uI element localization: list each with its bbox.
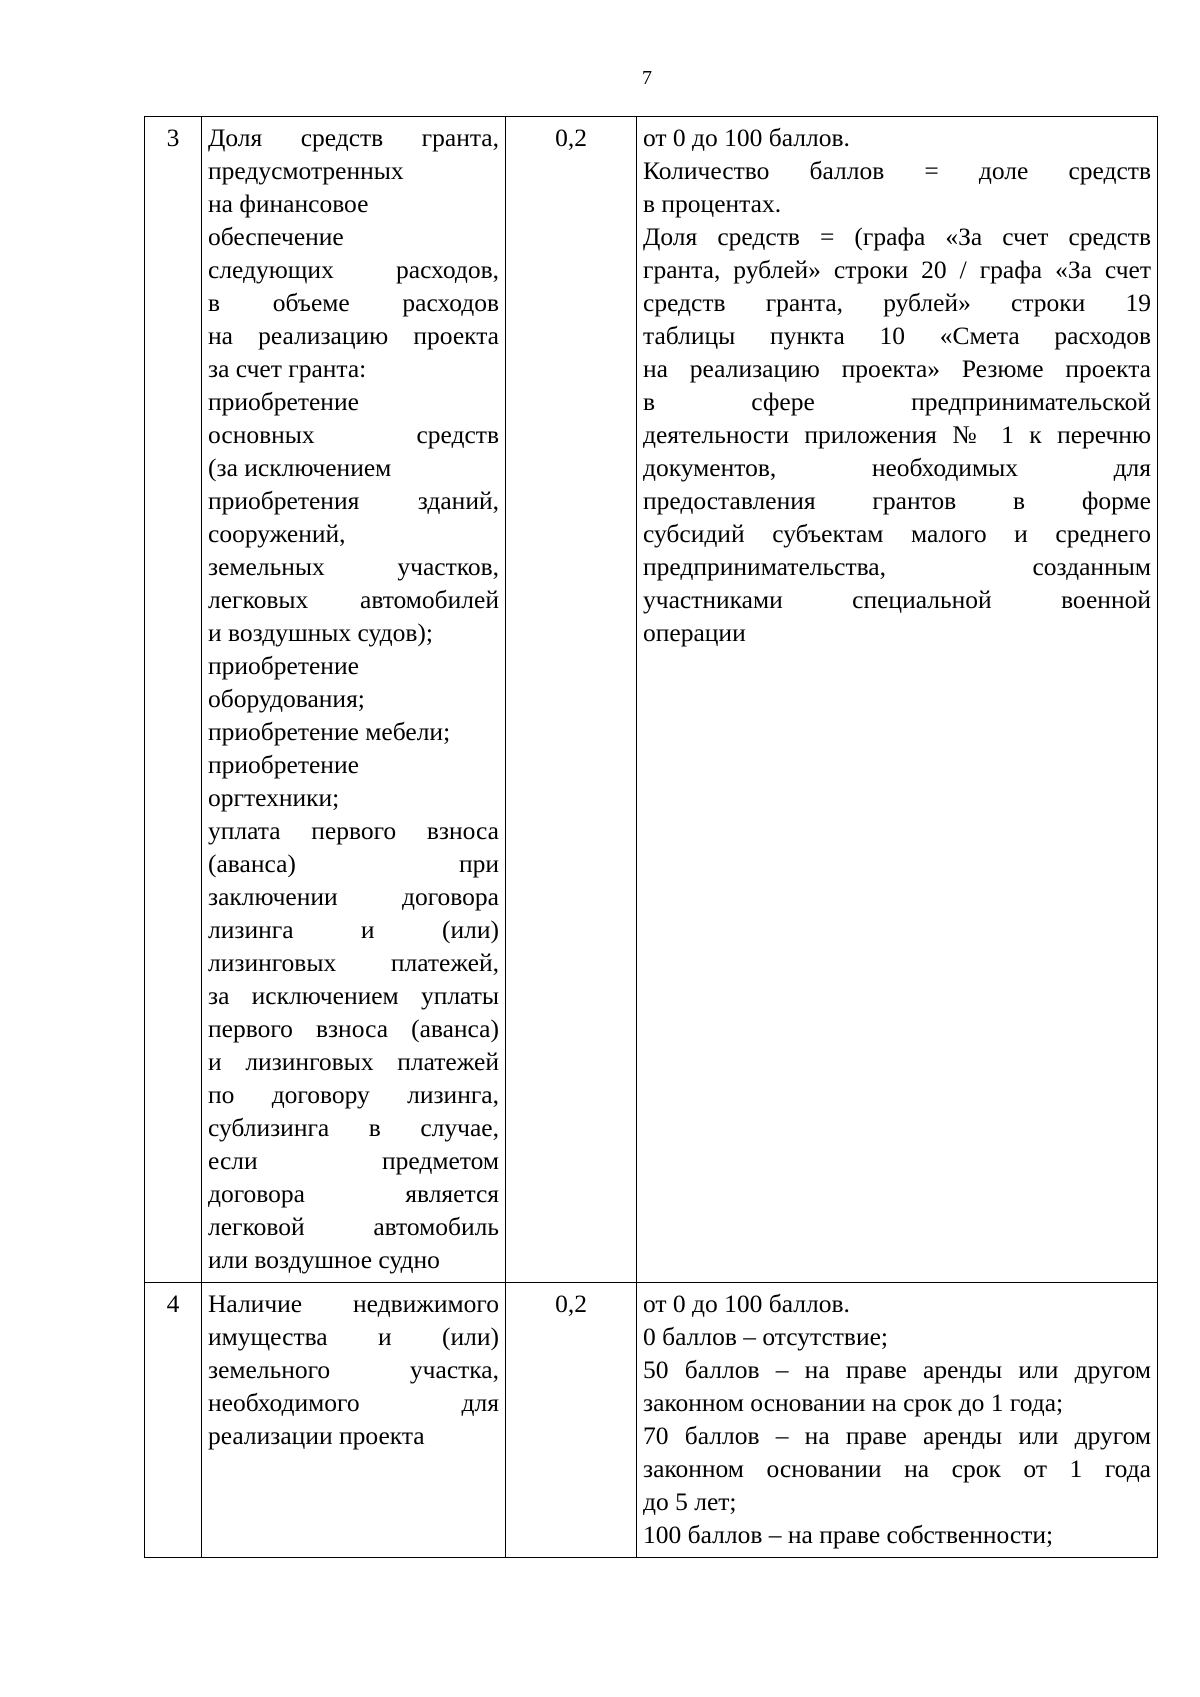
- criteria-table-body: [145, 117, 1158, 1558]
- description-line: средств гранта, рублей» строки 19: [643, 288, 1151, 317]
- scoring-description-cell: [637, 117, 1158, 1283]
- criterion-line: за исключением уплаты: [208, 981, 499, 1010]
- criterion-line: реализации проекта: [208, 1421, 425, 1450]
- description-line: документов, необходимых для: [643, 453, 1151, 482]
- criterion-line: уплата первого взноса: [208, 816, 499, 845]
- criterion-line: (за исключением: [208, 453, 392, 482]
- criterion-line: в объеме расходов: [208, 288, 499, 317]
- criteria-table: [144, 116, 1158, 1558]
- criterion-line: Доля средств гранта,: [208, 123, 499, 152]
- criterion-line: на реализацию проекта: [208, 321, 499, 350]
- description-line: таблицы пункта 10 «Смета расходов: [643, 321, 1151, 350]
- row-number: 3: [145, 117, 202, 1283]
- criterion-line: легковых автомобилей: [208, 585, 499, 614]
- criterion-line: первого взноса (аванса): [208, 1014, 499, 1043]
- weight-coefficient: 0,2: [506, 1283, 637, 1558]
- criterion-line: оборудования;: [208, 684, 365, 713]
- criterion-line: за счет гранта:: [208, 354, 367, 383]
- description-line: до 5 лет;: [643, 1487, 737, 1516]
- criterion-line: основных средств: [208, 420, 499, 449]
- description-line: участниками специальной военной: [643, 585, 1151, 614]
- description-line: 70 баллов – на праве аренды или другом: [643, 1421, 1151, 1450]
- criterion-cell: [202, 1283, 506, 1558]
- description-line: 50 баллов – на праве аренды или другом: [643, 1355, 1151, 1384]
- criterion-line: предусмотренных: [208, 156, 404, 185]
- description-line: 0 баллов – отсутствие;: [643, 1322, 888, 1351]
- description-line: предоставления грантов в форме: [643, 486, 1151, 515]
- description-line: законном основании на срок до 1 года;: [643, 1388, 1064, 1417]
- description-line: гранта, рублей» строки 20 / графа «За счет: [643, 255, 1151, 284]
- criterion-line: приобретение: [208, 651, 359, 680]
- criterion-line: по договору лизинга,: [208, 1080, 499, 1109]
- criterion-line: следующих расходов,: [208, 255, 499, 284]
- criterion-line: необходимого для: [208, 1388, 499, 1417]
- description-line: операции: [643, 618, 746, 647]
- criterion-line: приобретение: [208, 750, 359, 779]
- description-line: 100 баллов – на праве собственности;: [643, 1520, 1054, 1549]
- criterion-line: договора является: [208, 1179, 499, 1208]
- description-line: в сфере предпринимательской: [643, 387, 1151, 416]
- description-line: Доля средств = (графа «За счет средств: [643, 222, 1151, 251]
- description-line: Количество баллов = доле средств: [643, 156, 1151, 185]
- page-number: 7: [642, 67, 652, 89]
- criterion-line: земельного участка,: [208, 1355, 499, 1384]
- criterion-line: (аванса) при: [208, 849, 499, 878]
- table-row: [145, 117, 1158, 1283]
- scoring-description-cell: [637, 1283, 1158, 1558]
- description-line: деятельности приложения № 1 к перечню: [643, 420, 1151, 449]
- criterion-line: оргтехники;: [208, 783, 340, 812]
- criterion-line: сооружений,: [208, 519, 346, 548]
- weight-coefficient: 0,2: [506, 117, 637, 1283]
- criterion-line: или воздушное судно: [208, 1245, 440, 1274]
- criterion-cell: [202, 117, 506, 1283]
- criterion-line: на финансовое: [208, 189, 369, 218]
- criterion-line: приобретение мебели;: [208, 717, 451, 746]
- criterion-line: земельных участков,: [208, 552, 499, 581]
- criterion-line: обеспечение: [208, 222, 344, 251]
- table-row: [145, 1283, 1158, 1558]
- criterion-line: легковой автомобиль: [208, 1212, 499, 1241]
- description-line: от 0 до 100 баллов.: [643, 1289, 850, 1318]
- description-line: от 0 до 100 баллов.: [643, 123, 850, 152]
- criterion-line: приобретение: [208, 387, 359, 416]
- criterion-line: Наличие недвижимого: [208, 1289, 499, 1318]
- description-line: предпринимательства, созданным: [643, 552, 1151, 581]
- description-line: в процентах.: [643, 189, 782, 218]
- criterion-line: приобретения зданий,: [208, 486, 499, 515]
- description-line: законном основании на срок от 1 года: [643, 1454, 1151, 1483]
- criterion-line: имущества и (или): [208, 1322, 499, 1351]
- criterion-line: и лизинговых платежей: [208, 1047, 499, 1076]
- criterion-line: лизинговых платежей,: [208, 948, 499, 977]
- criterion-line: и воздушных судов);: [208, 618, 433, 647]
- row-number: 4: [145, 1283, 202, 1558]
- criterion-line: если предметом: [208, 1146, 499, 1175]
- criterion-line: лизинга и (или): [208, 915, 499, 944]
- criterion-line: заключении договора: [208, 882, 499, 911]
- description-line: субсидий субъектам малого и среднего: [643, 519, 1151, 548]
- description-line: на реализацию проекта» Резюме проекта: [643, 354, 1151, 383]
- criterion-line: сублизинга в случае,: [208, 1113, 499, 1142]
